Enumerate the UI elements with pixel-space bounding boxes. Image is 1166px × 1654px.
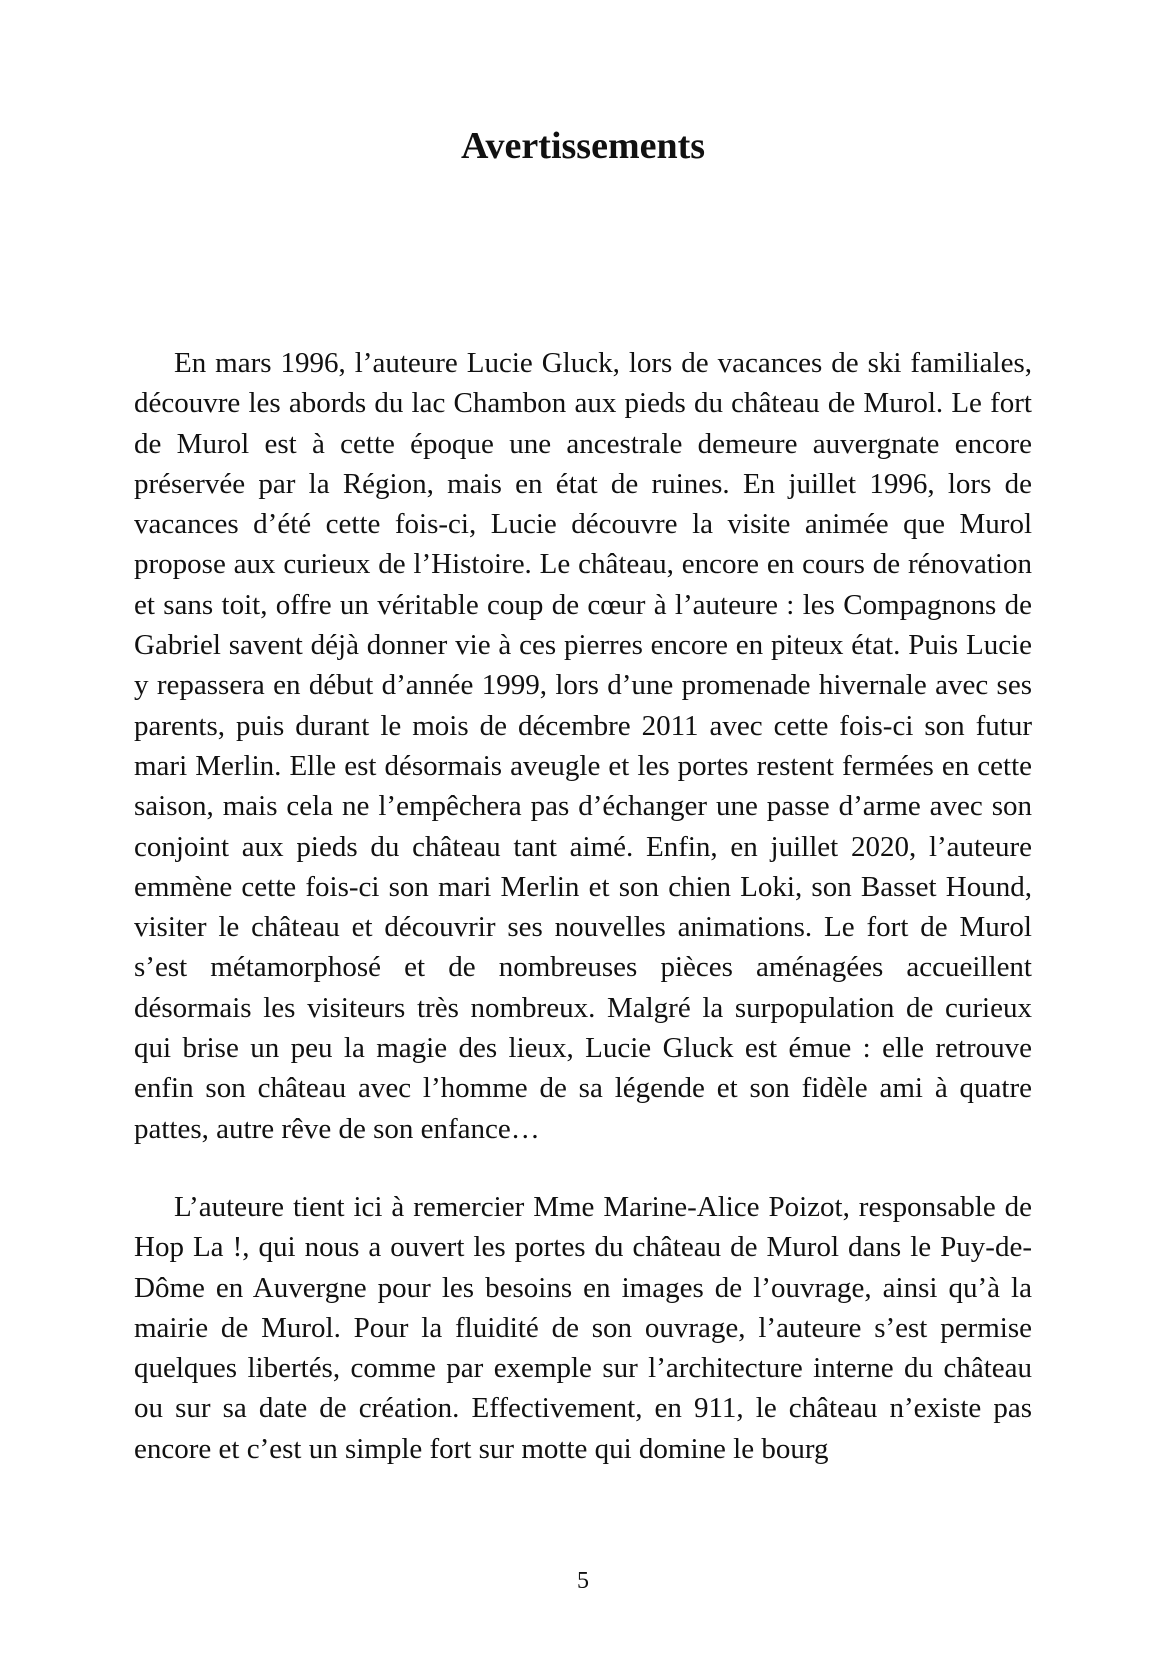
body-text (134, 343, 1032, 1469)
page-number: 5 (577, 1568, 589, 1594)
page-title: Avertissements (460, 125, 706, 167)
paragraph-1: En mars 1996, l’auteure Lucie Gluck, lors de vacances de ski familiales, découvre les abords du lac Chambon aux pieds du château de Murol. Le fort de Murol est à cette époque une ancestrale demeure auvergnate encore préservée par la Région, mais en état de ruines. En juillet 1996, lors de vacances d’été cette fois-ci, Lucie découvre la visite animée que Murol propose aux curieux de l’Histoire. Le château, encore en cours de rénovation et sans toit, offre un véritable coup de cœur à l’auteure : les Compagnons de Gabriel savent déjà donner vie à ces pierres encore en piteux état. Puis Lucie y repassera en début d’année 1999, lors d’une promenade hivernale avec ses parents, puis durant le mois de décembre 2011 avec cette fois-ci son futur mari Merlin. Elle est désormais aveugle et les portes restent fermées en cette saison, mais cela ne l’empêchera pas d’échanger une passe d’arme avec son conjoint aux pieds du château tant aimé. Enfin, en juillet 2020, l’auteure emmène cette fois-ci son mari Merlin et son chien Loki, son Basset Hound, visiter le château et découvrir ses nouvelles animations. Le fort de Murol s’est métamorphosé et de nombreuses pièces aménagées accueillent désormais les visiteurs très nombreux. Malgré la surpopulation de curieux qui brise un peu la magie des lieux, Lucie Gluck est émue : elle retrouve enfin son château avec l’homme de sa légende et son fidèle ami à quatre pattes, autre rêve de son enfance… (134, 347, 1032, 1145)
paragraph-2: L’auteure tient ici à remercier Mme Marine-Alice Poizot, responsable de Hop La !, qui nous a ouvert les portes du château de Murol dans le Puy-de-Dôme en Auvergne pour les besoins en images de l’ouvrage, ainsi qu’à la mairie de Murol. Pour la fluidité de son ouvrage, l’auteure s’est permise quelques libertés, comme par exemple sur l’architecture interne du château ou sur sa date de création. Effectivement, en 911, le château n’existe pas encore et c’est un simple fort sur motte qui domine le bourg (134, 1190, 1032, 1465)
